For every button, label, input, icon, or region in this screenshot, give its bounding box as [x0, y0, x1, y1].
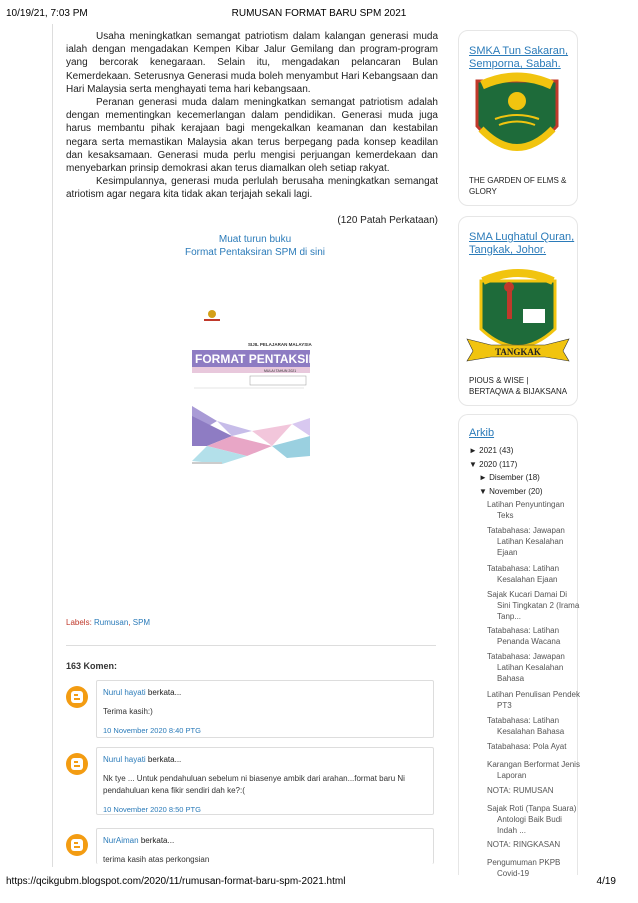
print-datetime: 10/19/21, 7:03 PM: [6, 8, 88, 19]
section-divider: [66, 645, 436, 646]
comment-timestamp[interactable]: 10 November 2020 8:50 PTG: [103, 805, 201, 814]
blogger-avatar-icon: [66, 686, 88, 708]
label-spm[interactable]: SPM: [132, 618, 151, 627]
book-title: FORMAT PENTAKSIRAN: [195, 352, 335, 366]
arkib-post-link[interactable]: Sajak Kucari Damai Di Sini Tingkatan 2 (Irama Tanp...: [487, 590, 580, 621]
panel-title-link[interactable]: SMKA Tun Sakaran, Semporna, Sabah.: [469, 45, 569, 70]
post-labels: Labels: Rumusan, SPM: [66, 618, 151, 627]
arkib-post-link[interactable]: Tatabahasa: Latihan Kesalahan Bahasa: [487, 716, 565, 736]
print-url: https://qcikgubm.blogspot.com/2020/11/rumusan-format-baru-spm-2021.html: [6, 876, 346, 887]
comment-text: terima kasih atas perkongsian: [103, 855, 210, 864]
sidebar-panel-smka: [458, 30, 578, 206]
comment-text: Terima kasih:): [103, 707, 153, 716]
sma-logo-banner: TANGKAK: [495, 347, 541, 357]
comment-author[interactable]: Nurul hayati: [103, 688, 146, 697]
arkib-month-disember[interactable]: ► Disember (18): [479, 473, 540, 482]
smka-school-logo: [467, 71, 567, 171]
arkib-title[interactable]: Arkib: [469, 427, 495, 439]
arkib-post-link[interactable]: Karangan Berformat Jenis Laporan: [487, 760, 580, 780]
arkib-post-link[interactable]: Pengumuman PKPB Covid-19: [487, 858, 561, 878]
arkib-year-2020[interactable]: ▼ 2020 (117): [469, 460, 518, 469]
arkib-post-link[interactable]: NOTA: RUMUSAN: [487, 786, 554, 795]
arkib-post-link[interactable]: Latihan Penyuntingan Teks: [487, 500, 565, 520]
comment-text: Nk tye ... Untuk pendahuluan sebelum ni biasenye ambik dari arahan...format baru Ni pendahuluan kena fikir sendiri dah ke?:(: [103, 774, 405, 795]
malaysia-crest-icon: [204, 310, 220, 321]
print-title: RUMUSAN FORMAT BARU SPM 2021: [231, 8, 407, 19]
print-page-number: 4/19: [596, 876, 616, 887]
comment-timestamp[interactable]: 10 November 2020 8:40 PTG: [103, 726, 201, 735]
book-series: SIJIL PELAJARAN MALAYSIA: [248, 342, 312, 347]
book-year: MULAI TAHUN 2021: [264, 369, 297, 373]
paragraph-3: Kesimpulannya, generasi muda perlulah berusaha meningkatkan semangat atriotism agar negara kita tidak akan terjajah sekali lagi.: [66, 176, 438, 201]
comment-author[interactable]: NurAiman: [103, 836, 139, 845]
sidebar-panel-arkib: [458, 414, 580, 878]
arkib-post-link[interactable]: Latihan Penulisan Pendek PT3: [487, 690, 580, 710]
comment-box: Nurul hayati berkata... Nk tye ... Untuk pendahuluan sebelum ni biasenye ambik dari arahan...format baru Ni pendahuluan kena fikir sendiri dah ke?:( 10 November 2020 8:50 PTG: [96, 747, 434, 815]
label-rumusan[interactable]: Rumusan: [94, 618, 129, 627]
paragraph-1: Usaha meningkatkan semangat patriotism dalam kalangan generasi muda ialah dengan mengadakan Kempen Kibar Jalur Gemilang dan program-program yang bercorak kenegaraan. Selain itu, mengadakan pelancaran Bulan Kemerdekaan. Seterusnya Generasi muda boleh menyambut Hari Kebangsaan dan Hari Malaysia serta menghayati tema hari kebangsaan.: [66, 31, 438, 95]
sidebar-panel-sma: [458, 216, 578, 406]
arkib-year-2021[interactable]: ► 2021 (43): [469, 446, 514, 455]
blogger-avatar-icon: [66, 753, 88, 775]
arkib-post-link[interactable]: Tatabahasa: Latihan Penanda Wacana: [487, 626, 561, 646]
comment-count: 163 Komen:: [66, 661, 118, 671]
comment-box: Nurul hayati berkata... Terima kasih:) 10 November 2020 8:40 PTG: [96, 680, 434, 738]
sma-school-logo: [463, 269, 573, 369]
arkib-post-link[interactable]: Tatabahasa: Jawapan Latihan Kesalahan Ejaan: [487, 526, 565, 557]
arkib-post-link[interactable]: Tatabahasa: Pola Ayat: [487, 742, 567, 751]
arkib-post-link[interactable]: Tatabahasa: Latihan Kesalahan Ejaan: [487, 564, 560, 584]
word-count: (120 Patah Perkataan): [337, 214, 438, 226]
download-link[interactable]: Muat turun buku Format Pentaksiran SPM di sini: [184, 234, 326, 258]
article-body: [66, 30, 438, 227]
panel-title-link[interactable]: SMA Lughatul Quran, Tangkak, Johor.: [469, 231, 575, 256]
arkib-month-november[interactable]: ▼ November (20): [479, 487, 543, 496]
book-cover-image[interactable]: [192, 306, 335, 466]
panel-caption: PIOUS & WISE | BERTAQWA & BIJAKSANA: [469, 376, 568, 396]
panel-caption: THE GARDEN OF ELMS & GLORY: [469, 176, 567, 196]
arkib-post-link[interactable]: Sajak Roti (Tanpa Suara) Antologi Baik Budi Indah ...: [487, 804, 577, 835]
arkib-post-link[interactable]: NOTA: RINGKASAN: [487, 840, 561, 849]
left-divider: [52, 24, 53, 867]
comment-box: NurAiman berkata... terima kasih atas perkongsian: [96, 828, 434, 864]
blogger-avatar-icon: [66, 834, 88, 856]
comment-author[interactable]: Nurul hayati: [103, 755, 146, 764]
arkib-post-link[interactable]: Tatabahasa: Jawapan Latihan Kesalahan Bahasa: [487, 652, 565, 683]
paragraph-2: Peranan generasi muda dalam meningkatkan semangat patriotism adalah dengan mementingkan kecemerlangan dalam pendidikan. Generasi muda juga harus membantu pihak kerajaan bagi mengekalkan keamanan dan kestabilan negara serta memastikan Malaysia akan terus berpegang pada konsep keadilan dan kesaksamaan. Generasi muda perlu mengisi perjuangan kemerdekaan dan menyebarkan prinsip demokrasi akan terus diamalkan oleh setiap rakyat.: [66, 97, 439, 175]
